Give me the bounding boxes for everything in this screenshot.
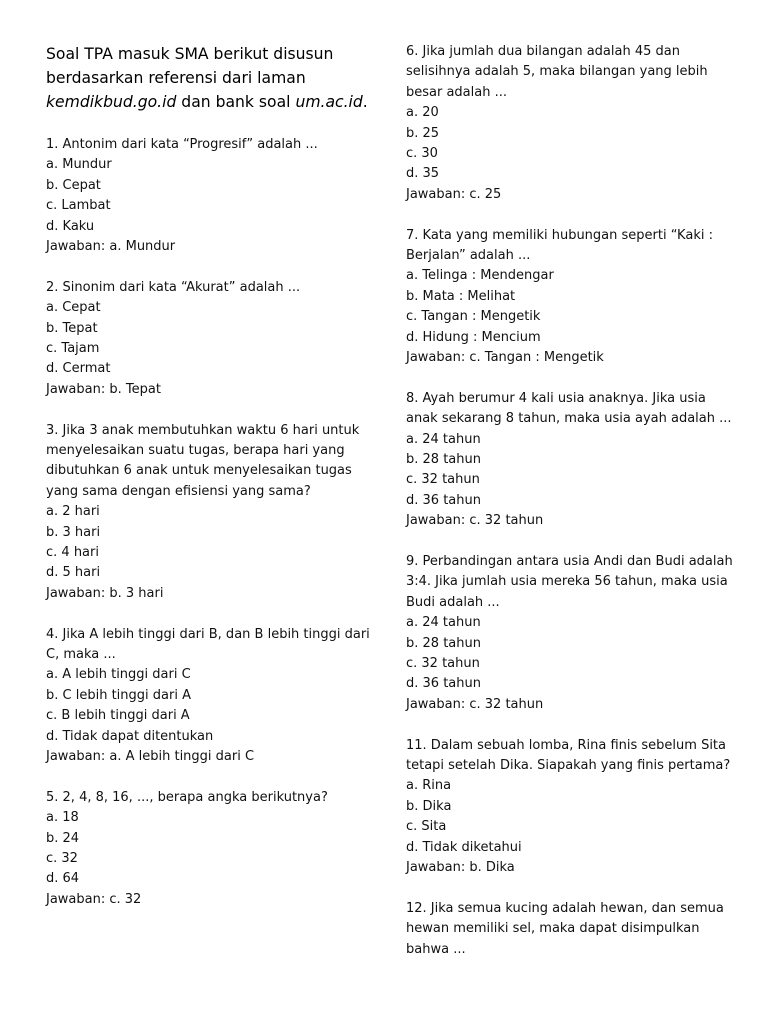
answer-option: c. 32 xyxy=(46,851,78,866)
answer-option: a. Mundur xyxy=(46,157,112,173)
answer-option: d. Kaku xyxy=(46,218,95,234)
question-text: 9. Perbandingan antara usia Andi dan Budi adalah xyxy=(406,554,733,569)
question-text: hewan memiliki sel, maka dapat disimpulkan xyxy=(406,921,700,937)
question-text: 4. Jika A lebih tinggi dari B, dan B lebih tinggi dari xyxy=(46,626,370,642)
question-text: 3. Jika 3 anak membutuhkan waktu 6 hari untuk xyxy=(46,422,360,438)
question-text: 8. Ayah berumur 4 kali usia anaknya. Jika usia xyxy=(406,390,706,406)
answer-option: a. 24 tahun xyxy=(406,431,481,447)
question-text: 6. Jika jumlah dua bilangan adalah 45 dan xyxy=(406,44,680,59)
answer-key: Jawaban: c. 32 tahun xyxy=(406,513,544,529)
answer-key: Jawaban: c. 32 xyxy=(46,891,142,907)
answer-option: d. 36 tahun xyxy=(406,492,481,508)
answer-option: a. A lebih tinggi dari C xyxy=(46,667,191,683)
answer-option: a. 20 xyxy=(406,105,439,121)
question-text: Berjalan” adalah ... xyxy=(406,248,531,263)
question-text: selisihnya adalah 5, maka bilangan yang lebih xyxy=(406,64,708,80)
answer-option: b. 24 xyxy=(46,830,80,846)
question-text: 5. 2, 4, 8, 16, ..., berapa angka berikutnya? xyxy=(46,789,328,805)
answer-option: d. 64 xyxy=(46,871,80,887)
answer-key: Jawaban: b. Dika xyxy=(406,860,515,875)
answer-key: Jawaban: a. Mundur xyxy=(46,239,176,254)
question-text: 11. Dalam sebuah lomba, Rina finis sebelum Sita xyxy=(406,737,726,753)
answer-key: Jawaban: b. 3 hari xyxy=(46,585,164,601)
question-text: menyelesaikan suatu tugas, berapa hari yang xyxy=(46,443,345,458)
heading-connector: dan bank soal xyxy=(176,93,296,111)
heading-line-1: Soal TPA masuk SMA berikut disusun xyxy=(46,45,334,63)
answer-key: Jawaban: a. A lebih tinggi dari C xyxy=(46,749,255,764)
answer-option: a. Rina xyxy=(406,778,452,794)
answer-key: Jawaban: c. 25 xyxy=(406,186,502,202)
question-text: Budi adalah ... xyxy=(406,594,500,610)
question-text: 7. Kata yang memiliki hubungan seperti “Kaki : xyxy=(406,227,713,243)
question-text: 2. Sinonim dari kata “Akurat” adalah ... xyxy=(46,279,301,295)
question-text: yang sama dengan efisiensi yang sama? xyxy=(46,483,311,499)
answer-option: a. 2 hari xyxy=(46,504,100,520)
answer-option: c. B lebih tinggi dari A xyxy=(46,708,190,724)
answer-option: d. 5 hari xyxy=(46,565,101,581)
page-heading xyxy=(46,42,376,114)
question-text: C, maka ... xyxy=(46,647,116,662)
heading-source-1: kemdikbud.go.id xyxy=(46,93,177,111)
question-text: 3:4. Jika jumlah usia mereka 56 tahun, maka usia xyxy=(406,574,728,590)
answer-option: c. Lambat xyxy=(46,198,111,214)
heading-line-2: berdasarkan referensi dari laman xyxy=(46,69,306,87)
answer-option: b. 25 xyxy=(406,125,440,141)
answer-option: b. Dika xyxy=(406,798,452,814)
answer-option: b. 28 tahun xyxy=(406,452,481,467)
answer-option: c. 30 xyxy=(406,146,438,161)
question-text: besar adalah ... xyxy=(406,84,507,100)
answer-option: b. Tepat xyxy=(46,320,98,336)
answer-option: b. Cepat xyxy=(46,177,101,193)
answer-option: a. 18 xyxy=(46,810,79,826)
answer-option: d. 36 tahun xyxy=(406,676,481,692)
answer-option: c. Sita xyxy=(406,819,447,835)
question-text: anak sekarang 8 tahun, maka usia ayah adalah ... xyxy=(406,411,732,427)
answer-option: c. Tajam xyxy=(46,341,100,356)
heading-line-3 xyxy=(46,90,376,114)
question-text: 1. Antonim dari kata “Progresif” adalah ... xyxy=(46,137,318,152)
heading-period: . xyxy=(362,93,368,111)
question-text: dibutuhkan 6 anak untuk menyelesaikan tugas xyxy=(46,463,352,479)
answer-option: a. Cepat xyxy=(46,300,101,316)
answer-key: Jawaban: c. 32 tahun xyxy=(406,696,544,712)
answer-option: d. Hidung : Mencium xyxy=(406,329,541,345)
answer-option: b. 3 hari xyxy=(46,524,101,540)
question-text: bahwa ... xyxy=(406,941,466,957)
answer-option: c. 32 tahun xyxy=(406,472,480,488)
answer-option: b. 28 tahun xyxy=(406,635,481,651)
answer-option: d. 35 xyxy=(406,166,440,182)
question-text: 12. Jika semua kucing adalah hewan, dan semua xyxy=(406,900,724,916)
question-text: tetapi setelah Dika. Siapakah yang finis pertama? xyxy=(406,758,731,773)
answer-key: Jawaban: c. Tangan : Mengetik xyxy=(406,350,604,365)
answer-option: b. C lebih tinggi dari A xyxy=(46,687,191,703)
answer-option: c. 32 tahun xyxy=(406,656,480,671)
answer-option: c. Tangan : Mengetik xyxy=(406,309,541,325)
answer-option: d. Tidak dapat ditentukan xyxy=(46,728,214,744)
answer-option: d. Tidak diketahui xyxy=(406,839,522,855)
answer-key: Jawaban: b. Tepat xyxy=(46,381,161,397)
heading-source-2: um.ac.id xyxy=(295,93,363,111)
answer-option: a. Telinga : Mendengar xyxy=(406,268,554,284)
answer-option: d. Cermat xyxy=(46,361,111,377)
answer-option: a. 24 tahun xyxy=(406,615,481,631)
answer-option: b. Mata : Melihat xyxy=(406,288,516,304)
answer-option: c. 4 hari xyxy=(46,545,99,560)
